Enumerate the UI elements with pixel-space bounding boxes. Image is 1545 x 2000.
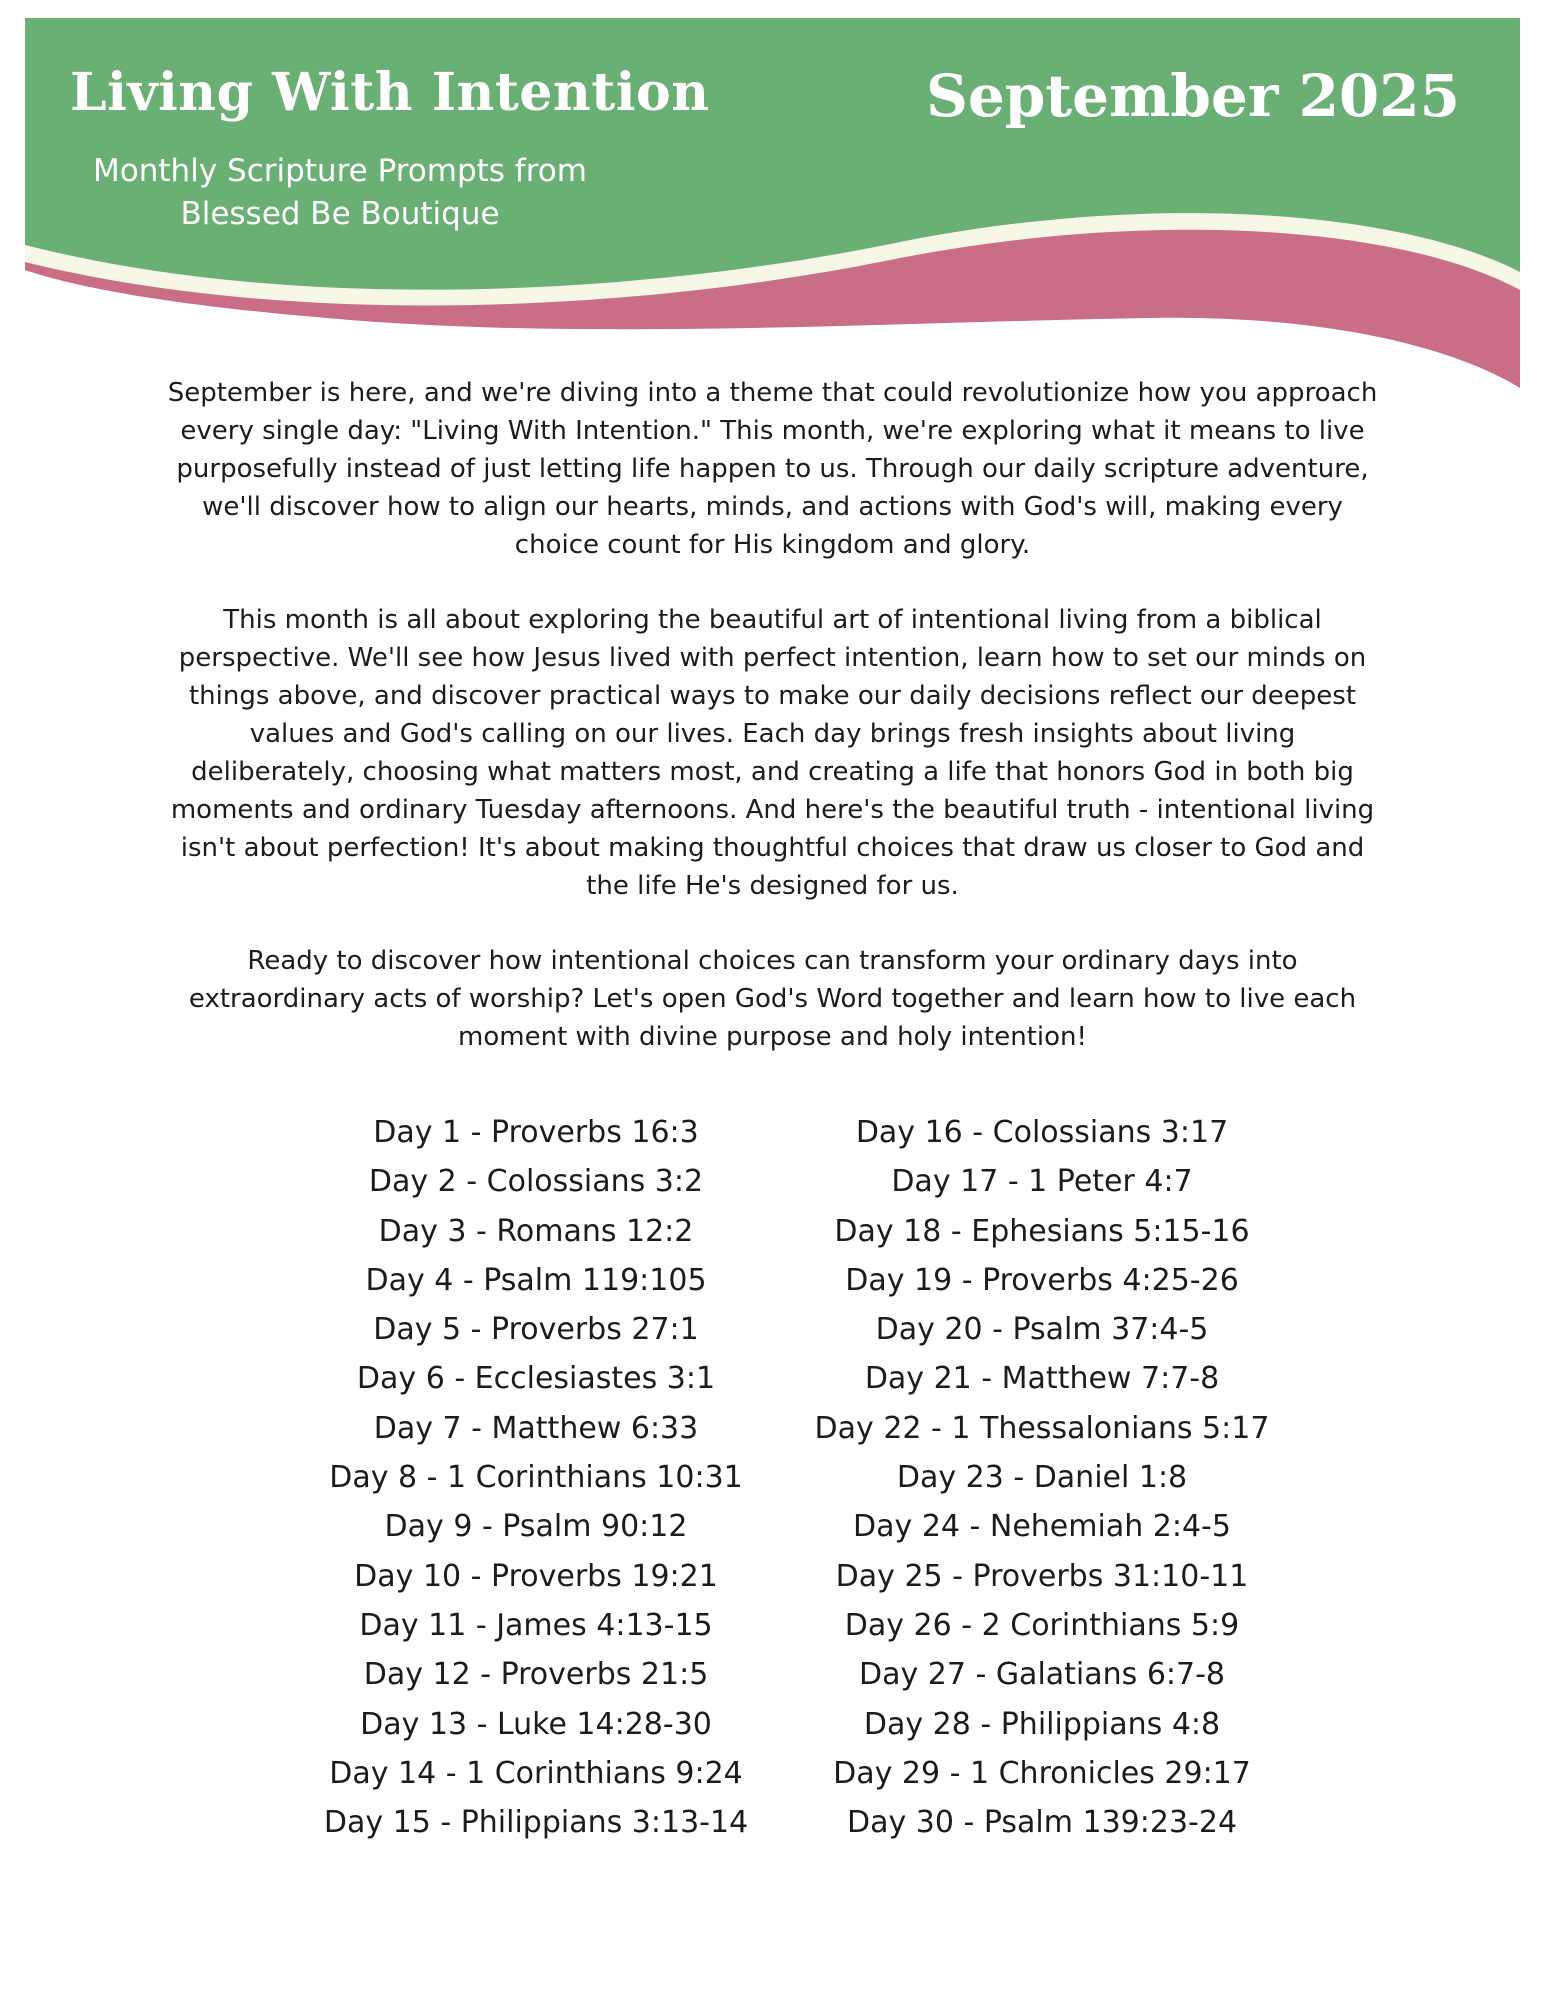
intro-paragraph: This month is all about exploring the beautiful art of intentional living from a biblical perspective. We'll see how Jesus lived with perfect intention, learn how to set our minds on things above, and discover practical ways to make our daily decisions reflect our deepest values and God's calling on our lives. Each day brings fresh insights about living deliberately, choosing what matters most, and creating a life that honors God in both big moments and ordinary Tuesday afternoons. And here's the beautiful truth - intentional living isn't about perfection! It's about making thoughtful choices that draw us closer to God and the life He's designed for us. bbox=[170, 605, 1375, 901]
page-subtitle bbox=[60, 150, 620, 236]
day-reading: Day 21 - Matthew 7:7-8 bbox=[864, 1361, 1220, 1397]
reading-plan-column-right bbox=[782, 1108, 1302, 1847]
day-reading: Day 10 - Proverbs 19:21 bbox=[354, 1558, 718, 1594]
intro-paragraph: September is here, and we're diving into a theme that could revolutionize how you approach every single day: "Living With Intention." This month, we're exploring what it means to live purposefully instead of just letting life happen to us. Through our daily scripture adventure, we'll discover how to align our hearts, minds, and actions with God's will, making every choice count for His kingdom and glory. bbox=[167, 378, 1378, 560]
day-reading: Day 11 - James 4:13-15 bbox=[359, 1607, 713, 1643]
month-label: September 2025 bbox=[925, 62, 1460, 130]
intro-text bbox=[165, 374, 1380, 1093]
day-reading: Day 4 - Psalm 119:105 bbox=[365, 1262, 707, 1298]
day-reading: Day 20 - Psalm 37:4-5 bbox=[875, 1312, 1209, 1348]
day-reading: Day 25 - Proverbs 31:10-11 bbox=[835, 1558, 1249, 1594]
day-reading: Day 6 - Ecclesiastes 3:1 bbox=[356, 1361, 716, 1397]
subtitle-line: Blessed Be Boutique bbox=[180, 196, 500, 232]
day-reading: Day 27 - Galatians 6:7-8 bbox=[858, 1657, 1226, 1693]
day-reading: Day 12 - Proverbs 21:5 bbox=[363, 1657, 709, 1693]
day-reading: Day 22 - 1 Thessalonians 5:17 bbox=[814, 1410, 1270, 1446]
day-reading: Day 9 - Psalm 90:12 bbox=[384, 1509, 688, 1545]
day-reading: Day 8 - 1 Corinthians 10:31 bbox=[329, 1460, 743, 1496]
day-reading: Day 7 - Matthew 6:33 bbox=[373, 1410, 699, 1446]
day-reading: Day 1 - Proverbs 16:3 bbox=[373, 1115, 699, 1150]
day-reading: Day 17 - 1 Peter 4:7 bbox=[891, 1164, 1193, 1200]
day-reading: Day 15 - Philippians 3:13-14 bbox=[323, 1805, 749, 1841]
day-reading: Day 30 - Psalm 139:23-24 bbox=[846, 1805, 1238, 1841]
day-reading: Day 26 - 2 Corinthians 5:9 bbox=[844, 1607, 1240, 1643]
day-reading: Day 13 - Luke 14:28-30 bbox=[360, 1706, 712, 1742]
header-banner bbox=[0, 0, 1545, 400]
day-reading: Day 3 - Romans 12:2 bbox=[378, 1213, 694, 1249]
day-reading: Day 16 - Colossians 3:17 bbox=[855, 1115, 1229, 1150]
day-reading: Day 5 - Proverbs 27:1 bbox=[373, 1312, 699, 1348]
reading-plan-column-left bbox=[276, 1108, 796, 1847]
intro-paragraph: Ready to discover how intentional choices can transform your ordinary days into extraordinary acts of worship? Let's open God's Word together and learn how to live each moment with divine purpose and holy intention! bbox=[188, 946, 1357, 1052]
day-reading: Day 18 - Ephesians 5:15-16 bbox=[834, 1213, 1250, 1249]
day-reading: Day 2 - Colossians 3:2 bbox=[368, 1164, 704, 1200]
page-title: Living With Intention bbox=[70, 62, 710, 123]
day-reading: Day 28 - Philippians 4:8 bbox=[863, 1706, 1221, 1742]
day-reading: Day 19 - Proverbs 4:25-26 bbox=[845, 1262, 1239, 1298]
day-reading: Day 14 - 1 Corinthians 9:24 bbox=[329, 1755, 743, 1791]
day-reading: Day 29 - 1 Chronicles 29:17 bbox=[833, 1755, 1251, 1791]
day-reading: Day 23 - Daniel 1:8 bbox=[896, 1460, 1188, 1496]
subtitle-line: Monthly Scripture Prompts from bbox=[93, 153, 587, 189]
day-reading: Day 24 - Nehemiah 2:4-5 bbox=[853, 1509, 1231, 1545]
